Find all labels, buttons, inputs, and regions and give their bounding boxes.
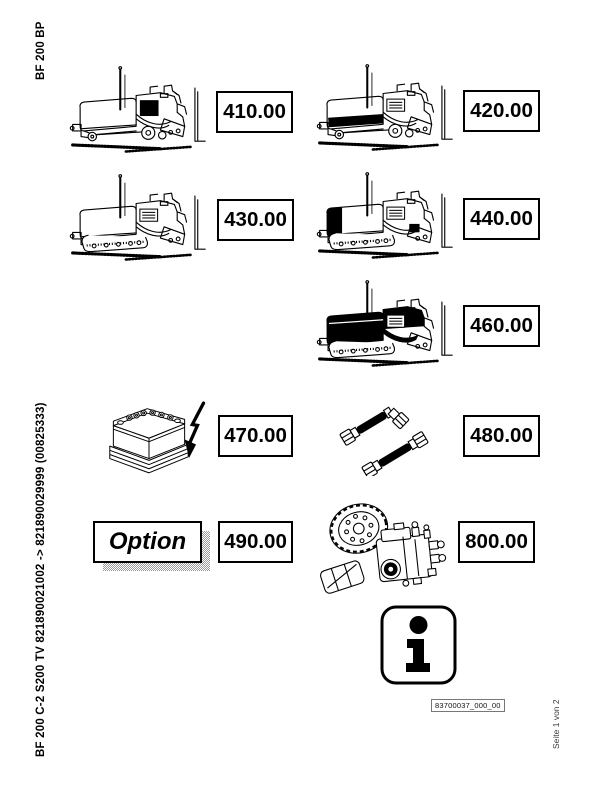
group-number-label: 460.00 <box>470 314 533 337</box>
group-number-460[interactable] <box>463 305 540 347</box>
option-label: Option <box>108 528 187 555</box>
option-plate[interactable] <box>93 521 202 563</box>
hydraulic-hoses-illustration[interactable] <box>335 390 460 476</box>
paver-tracked-black-illustration[interactable] <box>315 276 455 371</box>
group-number-490[interactable] <box>218 521 293 563</box>
group-number-800[interactable] <box>458 521 535 563</box>
group-number-420[interactable] <box>463 90 540 132</box>
model-code-vertical-text: BF 200 BP <box>35 21 47 80</box>
pump-drive-assembly-illustration[interactable] <box>318 494 450 600</box>
paver-wheeled-illustration[interactable] <box>68 62 208 157</box>
paver-tracked-shaded-illustration[interactable] <box>315 168 455 263</box>
group-number-440[interactable] <box>463 198 540 240</box>
group-number-label: 420.00 <box>470 99 533 122</box>
info-icon[interactable] <box>380 605 457 685</box>
group-number-label: 800.00 <box>465 530 528 553</box>
group-number-label: 410.00 <box>223 100 286 123</box>
page-indicator: Seite 1 von 2 <box>551 699 561 749</box>
high-voltage-lightning-icon <box>184 400 210 462</box>
group-number-430[interactable] <box>217 199 294 241</box>
group-number-label: 440.00 <box>470 207 533 230</box>
group-number-label: 480.00 <box>470 424 533 447</box>
group-number-410[interactable] <box>216 91 293 133</box>
group-number-label: 470.00 <box>224 424 287 447</box>
group-number-label: 430.00 <box>224 208 287 231</box>
machine-serial-vertical-text: BF 200 C-2 S200 TV 821890021002 -> 821890029999 (00825333) <box>35 402 47 757</box>
paver-tracked-illustration[interactable] <box>68 170 208 265</box>
drawing-number: 83700037_000_00 <box>431 699 505 712</box>
group-number-470[interactable] <box>218 415 293 457</box>
group-number-480[interactable] <box>463 415 540 457</box>
group-number-label: 490.00 <box>224 530 287 553</box>
paver-wheeled-shaded-illustration[interactable] <box>315 60 455 155</box>
